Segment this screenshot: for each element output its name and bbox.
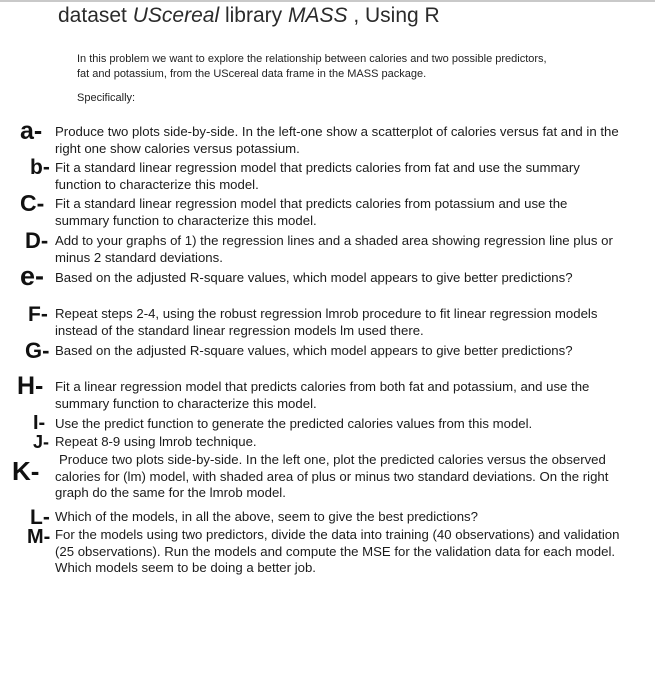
item-marker-a: a-: [20, 117, 43, 145]
item-text-c: Fit a standard linear regression model that predicts calories from potassium and use the summary function to characterize this model.: [55, 196, 568, 228]
item-text-b: Fit a standard linear regression model that predicts calories from fat and use the summary function to characterize this model.: [55, 160, 580, 192]
item-text-j: Repeat 8-9 using lmrob technique.: [55, 434, 257, 449]
item-marker-h: H-: [17, 372, 44, 400]
item-text-m: For the models using two predictors, divide the data into training (40 observations) and validation (25 observations). Run the models and compute the MSE for the validation data for each model. Which models seem to be doing a better job.: [55, 527, 620, 575]
item-text-h: Fit a linear regression model that predicts calories from both fat and potassium, and use the summary function to characterize this model.: [55, 379, 590, 411]
item-marker-m: M-: [27, 526, 51, 548]
item-text-f: Repeat steps 2-4, using the robust regression lmrob procedure to fit linear regression models instead of the standard linear regression models lm used there.: [55, 306, 598, 338]
intro-paragraph: In this problem we want to explore the relationship between calories and two possible predictors, fat and potassium, from the UScereal data frame in the MASS package.: [77, 53, 547, 80]
item-marker-d: D-: [25, 228, 49, 253]
title-dataset: UScereal: [132, 4, 220, 27]
item-marker-b: b-: [30, 156, 50, 179]
item-text-l: Which of the models, in all the above, seem to give the best predictions?: [55, 509, 478, 524]
item-marker-g: G-: [25, 338, 50, 363]
item-marker-k: K-: [12, 456, 40, 486]
item-marker-j: J-: [33, 432, 50, 452]
item-text-a: Produce two plots side-by-side. In the left-one show a scatterplot of calories versus fat and in the right one show calories versus potassium.: [55, 124, 619, 156]
item-text-d: Add to your graphs of 1) the regression lines and a shaded area showing regression line plus or minus 2 standard deviations.: [55, 233, 613, 265]
title-package: MASS: [287, 4, 348, 27]
item-marker-l: L-: [30, 506, 50, 529]
item-text-e: Based on the adjusted R-square values, which model appears to give better predictions?: [55, 270, 573, 285]
page-title: [58, 4, 440, 28]
item-marker-c: C-: [20, 190, 45, 216]
item-marker-e: e-: [20, 261, 45, 291]
title-suffix: , Using R: [347, 4, 440, 27]
title-prefix: dataset: [58, 4, 133, 27]
item-text-g: Based on the adjusted R-square values, which model appears to give better predictions?: [55, 343, 573, 358]
item-marker-f: F-: [28, 303, 48, 326]
item-text-k: Produce two plots side-by-side. In the left one, plot the predicted calories versus the observed calories for (lm) model, with shaded area of plus or minus two standard deviations. On the right graph do the same for the lmrob model.: [55, 452, 609, 500]
top-border: [0, 0, 655, 2]
item-text-i: Use the predict function to generate the predicted calories values from this model.: [55, 416, 533, 431]
specifically-label: Specifically:: [77, 92, 136, 104]
title-middle: library: [219, 4, 288, 27]
item-marker-i: I-: [33, 412, 46, 434]
